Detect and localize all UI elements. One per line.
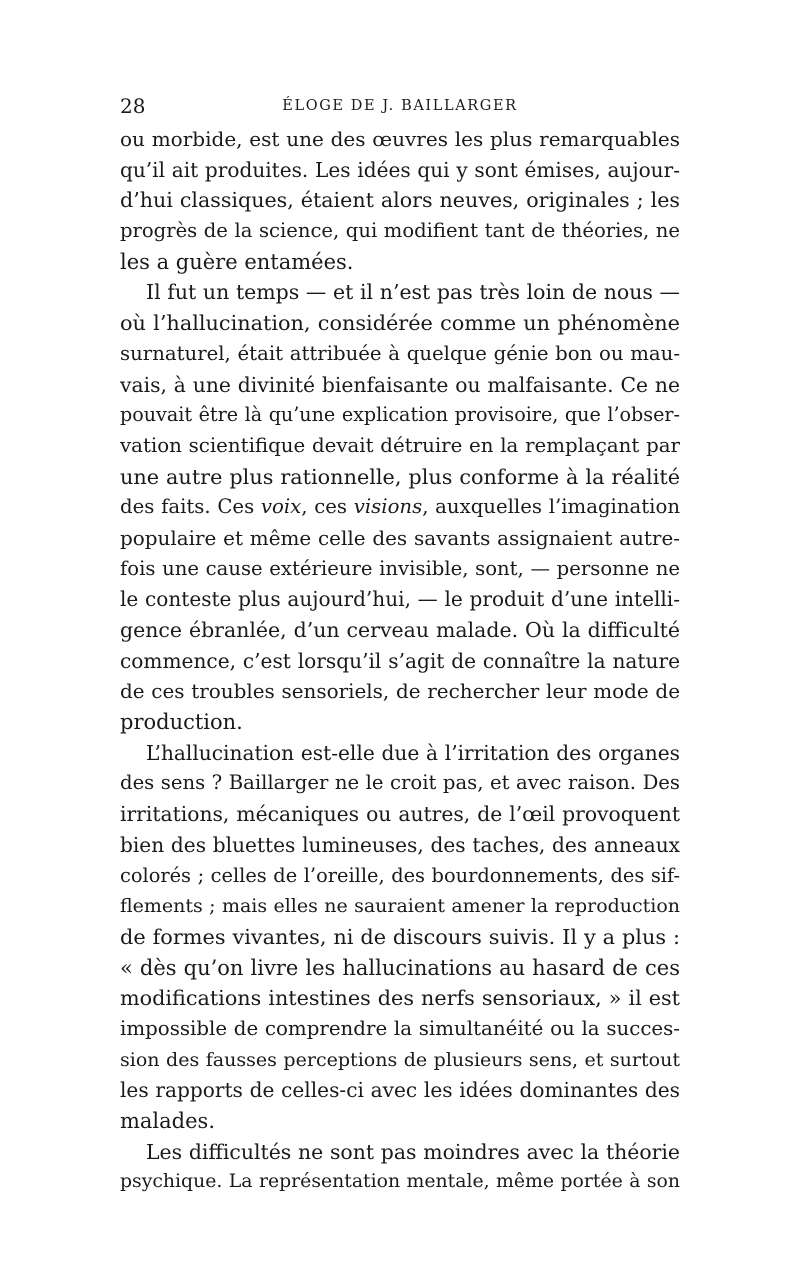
text-line: des faits. Ces voix, ces visions, auxquelles l’imagination — [120, 495, 681, 519]
text-line: vation scientifique devait détruire en la remplaçant par — [120, 433, 680, 457]
text-line: production. — [120, 710, 243, 735]
text-line: flements ; mais elles ne sauraient amener la reproduction — [120, 895, 680, 918]
text-line: des sens ? Baillarger ne le croit pas, et avec raison. Des — [120, 771, 680, 795]
text-line: commence, c’est lorsqu’il s’agit de connaître la nature — [120, 648, 680, 673]
text-line: les rapports de celles-ci avec les idées dominantes des — [120, 1078, 680, 1103]
text-line: le conteste plus aujourd’hui, — le produit d’une intelli- — [120, 587, 680, 612]
page-number: 28 — [120, 94, 146, 118]
text-line: où l’hallucination, considérée comme un phénomène — [120, 311, 680, 336]
text-line: colorés ; celles de l’oreille, des bourdonnements, des sif- — [120, 863, 680, 887]
text-line: bien des bluettes lumineuses, des taches, des anneaux — [120, 832, 680, 857]
text-line: une autre plus rationnelle, plus conforme à la réalité — [120, 464, 680, 489]
text-line: impossible de comprendre la simultanéité ou la succes- — [120, 1016, 680, 1040]
text-line: progrès de la science, qui modifient tant de théories, ne — [120, 219, 680, 243]
text-line: qu’il ait produites. Les idées qui y sont émises, aujour- — [120, 157, 680, 182]
text-line: sion des fausses perceptions de plusieurs sens, et surtout — [120, 1048, 680, 1071]
text-line: de ces troubles sensoriels, de rechercher leur mode de — [120, 679, 680, 704]
text-line: L’hallucination est-elle due à l’irritation des organes — [146, 740, 680, 765]
text-line: irritations, mécaniques ou autres, de l’œil provoquent — [120, 802, 680, 827]
text-line: gence ébranlée, d’un cerveau malade. Où la difficulté — [120, 618, 680, 642]
text-line: psychique. La représentation mentale, même portée à son — [120, 1171, 680, 1193]
text-line: vais, à une divinité bienfaisante ou malfaisante. Ce ne — [120, 372, 680, 397]
text-line: les a guère entamées. — [120, 249, 354, 274]
running-title: ÉLOGE DE J. BAILLARGER — [282, 98, 518, 114]
page-header — [120, 92, 680, 120]
text-line: populaire et même celle des savants assignaient autre- — [120, 525, 680, 550]
text-line: « dès qu’on livre les hallucinations au hasard de ces — [120, 955, 680, 980]
text-line: surnaturel, était attribuée à quelque génie bon ou mau- — [120, 341, 680, 365]
text-line: malades. — [120, 1109, 215, 1133]
body-text — [120, 124, 680, 1198]
text-line: Il fut un temps — et il n’est pas très loin de nous — — [146, 280, 680, 305]
text-line: modifications intestines des nerfs sensoriaux, » il est — [120, 986, 680, 1011]
text-line: Les difficultés ne sont pas moindres avec la théorie — [146, 1139, 680, 1164]
text-line: ou morbide, est une des œuvres les plus remarquables — [120, 127, 680, 151]
text-line: pouvait être là qu’une explication provisoire, que l’obser- — [120, 403, 680, 427]
text-line: fois une cause extérieure invisible, sont, — personne ne — [120, 556, 680, 580]
text-line: d’hui classiques, étaient alors neuves, originales ; les — [120, 188, 680, 213]
text-line: de formes vivantes, ni de discours suivis. Il y a plus : — [120, 924, 680, 949]
